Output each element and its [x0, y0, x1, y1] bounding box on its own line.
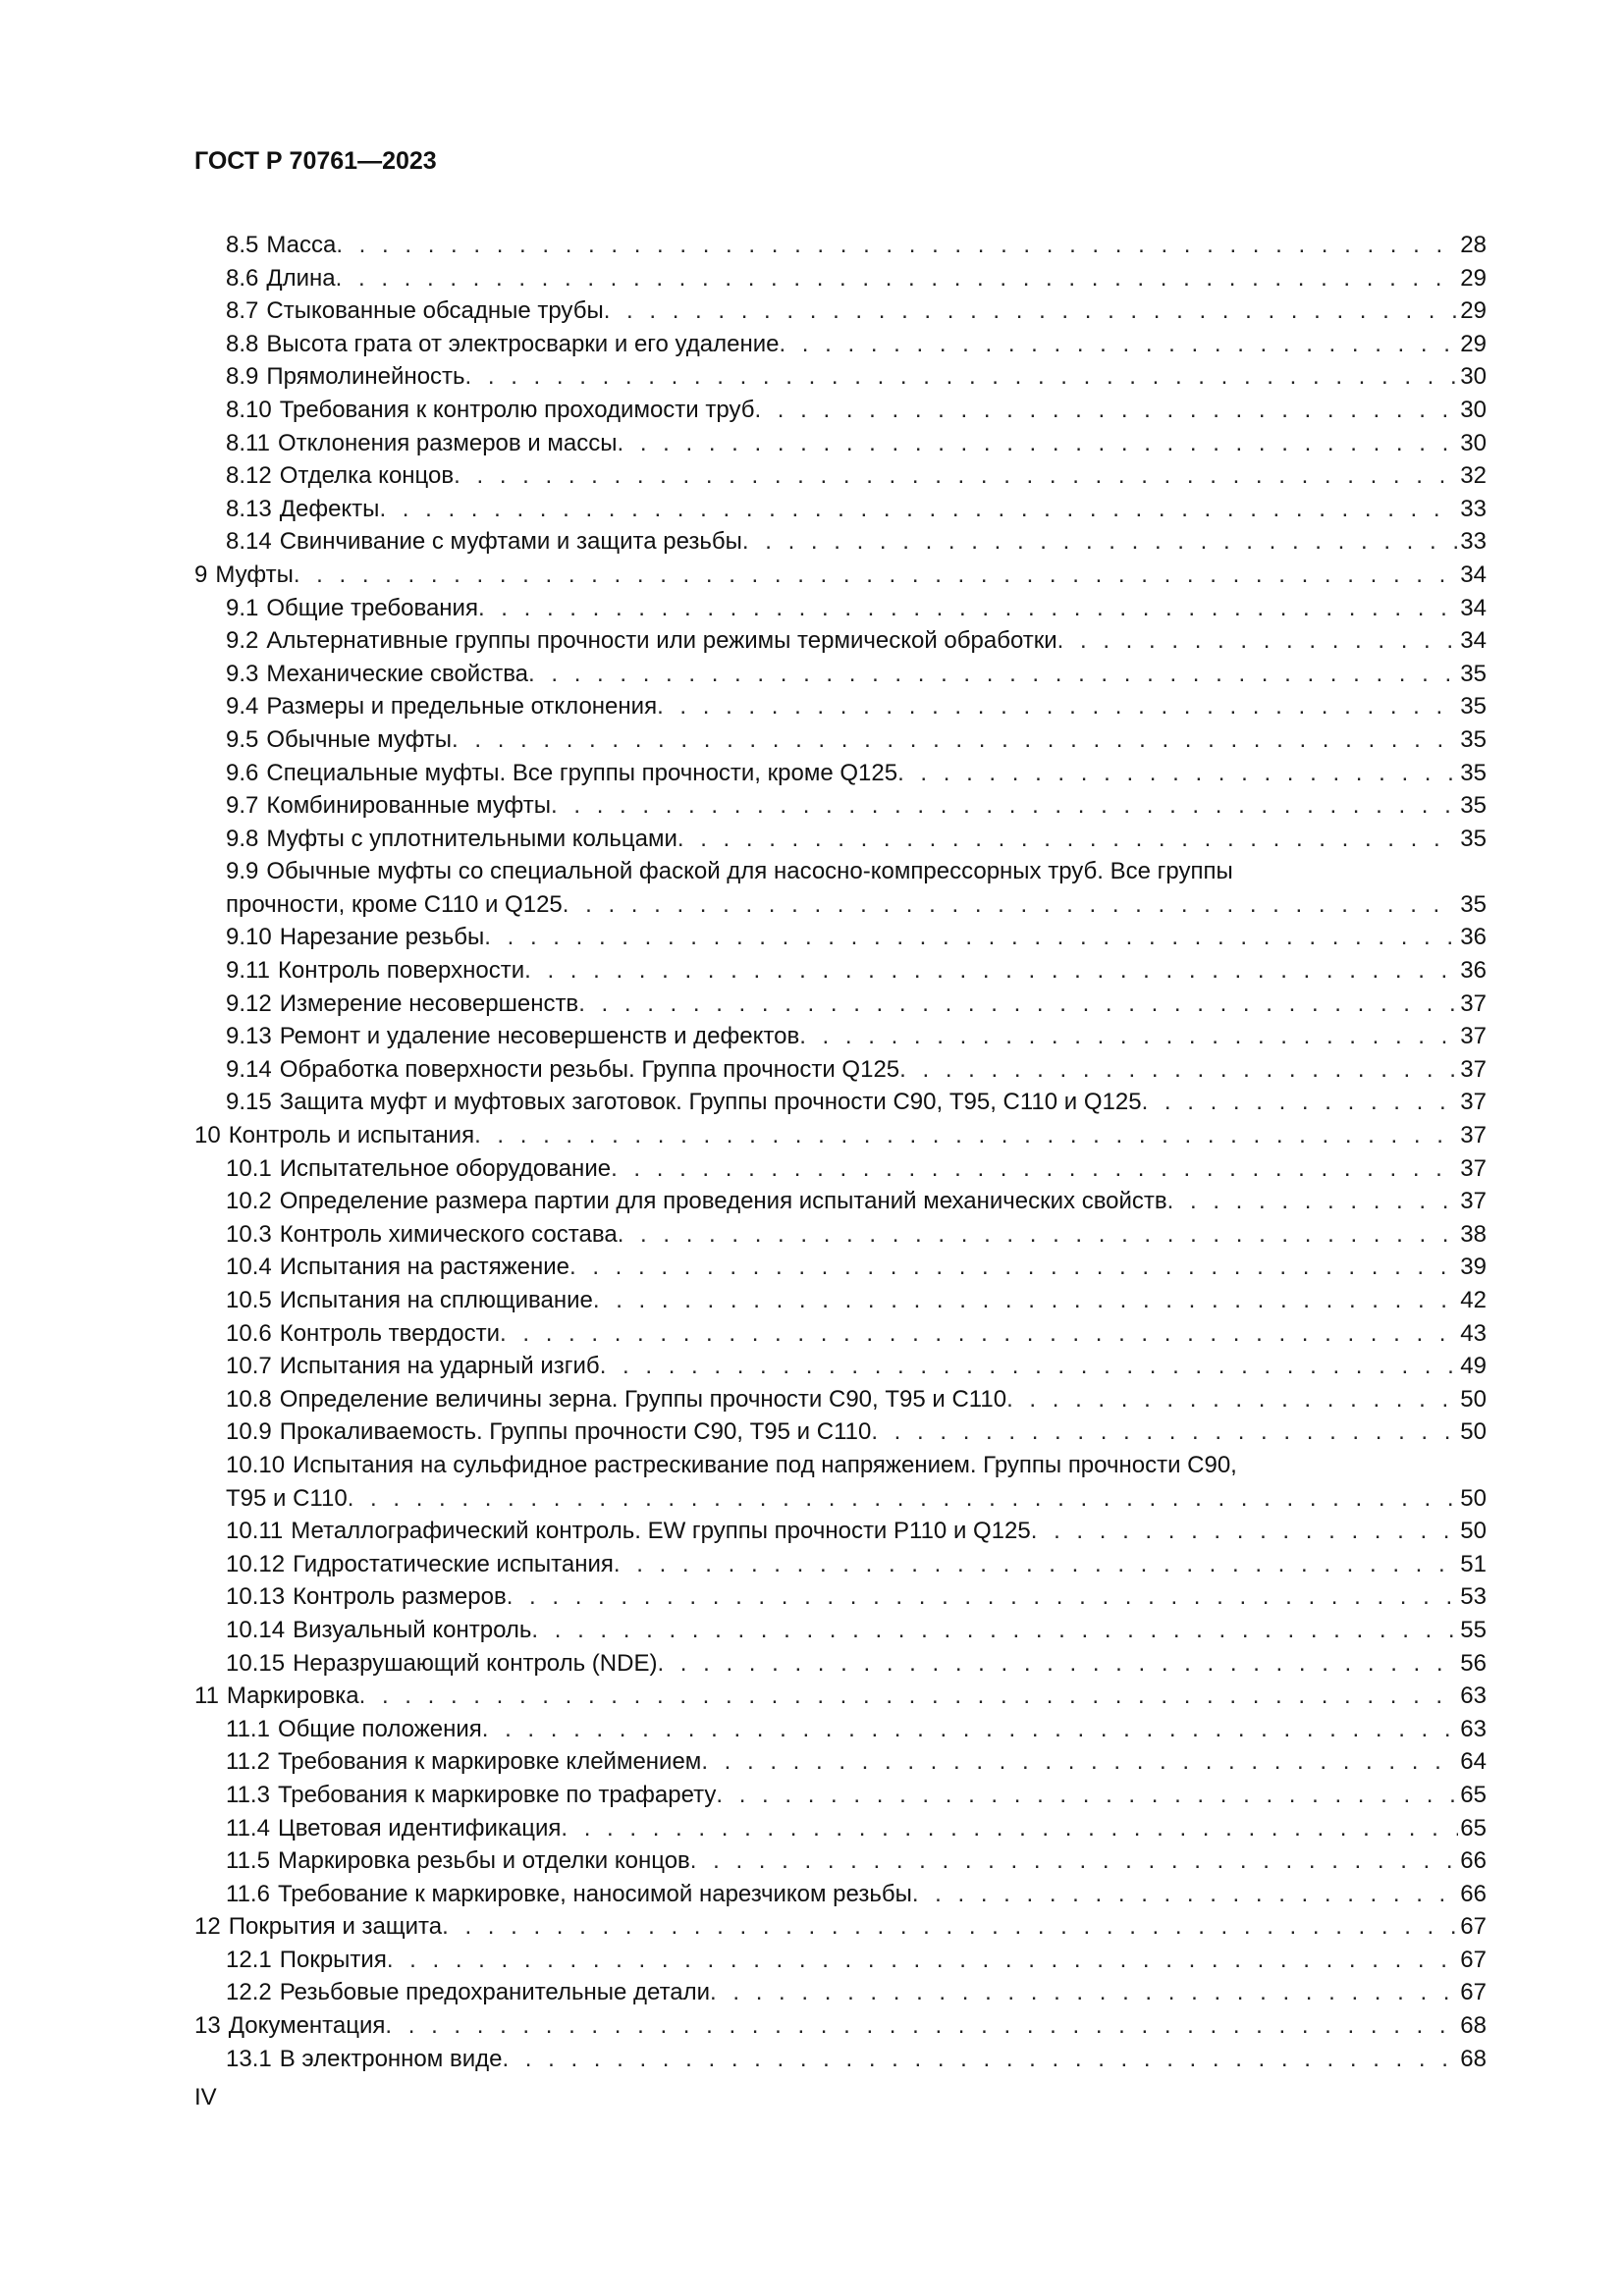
toc-entry-number: 12.1 — [226, 1946, 272, 1973]
toc-entry-number: 11.3 — [226, 1781, 270, 1808]
toc-entry-number: 12 — [194, 1913, 221, 1941]
toc-dot-leader — [604, 294, 1459, 328]
toc-entry-page: 35 — [1460, 693, 1487, 721]
toc-dot-leader — [1167, 1185, 1459, 1218]
toc-entry-page: 34 — [1460, 627, 1487, 655]
toc-entry — [194, 1218, 1487, 1252]
toc-entry-title: Комбинированные муфты — [266, 792, 552, 820]
toc-dot-leader — [710, 1976, 1458, 2009]
toc-entry-page: 37 — [1460, 1188, 1487, 1215]
toc-entry-title: Нарезание резьбы — [279, 924, 485, 951]
toc-entry — [194, 262, 1487, 295]
toc-entry-page: 39 — [1460, 1254, 1487, 1281]
toc-entry-page: 30 — [1460, 429, 1487, 456]
toc-entry-page: 50 — [1460, 1518, 1487, 1545]
toc-entry-page: 66 — [1460, 1847, 1487, 1875]
toc-entry-title: В электронном виде — [279, 2045, 503, 2072]
toc-entry-title: Требования к маркировке клеймением — [277, 1748, 702, 1776]
toc-entry-number: 9.10 — [226, 924, 272, 951]
toc-dot-leader — [478, 592, 1458, 625]
toc-dot-leader — [348, 1482, 1459, 1516]
toc-entry-number: 11.1 — [226, 1715, 270, 1742]
toc-entry-title-continued: прочности, кроме С110 и Q125 — [226, 890, 563, 918]
toc-entry — [194, 789, 1487, 823]
toc-entry-number: 10.8 — [226, 1385, 272, 1413]
toc-dot-leader — [657, 690, 1458, 723]
toc-entry-page: 51 — [1460, 1550, 1487, 1577]
toc-dot-leader — [336, 229, 1458, 262]
toc-entry — [194, 592, 1487, 625]
toc-dot-leader — [779, 328, 1458, 361]
toc-entry-title: Металлографический контроль. EW группы прочности Р110 и Q125 — [291, 1518, 1031, 1545]
toc-entry-page: 53 — [1460, 1583, 1487, 1611]
toc-entry-number: 8.12 — [226, 462, 272, 490]
toc-entry — [194, 1515, 1487, 1548]
toc-dot-leader — [742, 525, 1458, 559]
toc-entry — [194, 1745, 1487, 1779]
toc-entry — [194, 723, 1487, 757]
toc-entry-title: Механические свойства — [266, 660, 529, 687]
toc-entry-number: 9.14 — [226, 1055, 272, 1083]
toc-entry — [194, 1944, 1487, 1977]
toc-entry-title: Определение величины зерна. Группы прочности С90, Т95 и С110 — [279, 1385, 1007, 1413]
toc-entry — [194, 624, 1487, 658]
toc-entry-number: 8.13 — [226, 495, 272, 522]
toc-entry — [194, 690, 1487, 723]
toc-dot-leader — [502, 2043, 1458, 2076]
toc-entry-title: Контроль размеров — [293, 1583, 507, 1611]
toc-entry — [194, 1251, 1487, 1284]
toc-entry-title: Покрытия — [279, 1946, 387, 1973]
page-number: IV — [194, 2084, 217, 2110]
toc-entry-page: 55 — [1460, 1616, 1487, 1643]
toc-dot-leader — [561, 1812, 1458, 1845]
toc-entry-title: Защита муфт и муфтовых заготовок. Группы прочности С90, Т95, С110 и Q125 — [279, 1089, 1142, 1116]
toc-entry-title: Требование к маркировке, наносимой нарезчиком резьбы — [277, 1880, 912, 1907]
toc-entry-number: 9.6 — [226, 759, 259, 786]
toc-entry-page: 28 — [1460, 232, 1487, 258]
toc-entry-title: Масса — [266, 232, 337, 258]
toc-entry — [194, 1878, 1487, 1911]
toc-entry-title: Стыкованные обсадные трубы — [266, 297, 604, 325]
toc-entry — [194, 1548, 1487, 1581]
toc-dot-leader — [569, 1251, 1458, 1284]
toc-dot-leader — [551, 789, 1458, 823]
toc-entry — [194, 525, 1487, 559]
toc-entry-title: Цветовая идентификация — [277, 1814, 562, 1842]
toc-entry-number: 11.2 — [226, 1748, 270, 1776]
toc-entry — [194, 1119, 1487, 1152]
toc-dot-leader — [359, 1680, 1459, 1713]
toc-entry-number: 9.12 — [226, 989, 272, 1017]
toc-entry-number: 10.10 — [226, 1451, 286, 1478]
toc-entry-page: 64 — [1460, 1748, 1487, 1776]
toc-entry-page: 30 — [1460, 396, 1487, 423]
toc-entry-page: 50 — [1460, 1484, 1487, 1512]
toc-entry-title: Длина — [266, 264, 336, 292]
toc-entry-number: 9.2 — [226, 627, 259, 655]
toc-entry-number: 11.6 — [226, 1880, 270, 1907]
toc-entry-page: 33 — [1460, 528, 1487, 556]
toc-entry-number: 10 — [194, 1122, 221, 1149]
toc-entry-title: Испытания на сульфидное растрескивание под напряжением. Группы прочности С90, — [293, 1451, 1237, 1478]
toc-entry-title: Ремонт и удаление несовершенств и дефектов — [279, 1023, 800, 1050]
toc-entry-page: 65 — [1460, 1814, 1487, 1842]
toc-entry-title: Обычные муфты со специальной фаской для насосно-компрессорных труб. Все группы — [266, 858, 1233, 885]
toc-entry-number: 8.7 — [226, 297, 259, 325]
toc-entry-title: Общие положения — [277, 1715, 482, 1742]
toc-entry-title: Контроль химического состава — [279, 1220, 618, 1248]
toc-entry-title: Испытательное оборудование — [279, 1154, 612, 1182]
toc-entry-number: 9.3 — [226, 660, 259, 687]
toc-entry-page: 37 — [1460, 989, 1487, 1017]
toc-entry — [194, 1812, 1487, 1845]
toc-entry — [194, 493, 1487, 526]
toc-entry-title: Требования к маркировке по трафарету — [277, 1781, 717, 1808]
toc-dot-leader — [701, 1745, 1458, 1779]
toc-entry-title: Специальные муфты. Все группы прочности, кроме Q125 — [266, 759, 898, 786]
document-header: ГОСТ Р 70761—2023 — [194, 147, 437, 175]
toc-entry — [194, 328, 1487, 361]
toc-entry — [194, 658, 1487, 691]
toc-entry — [194, 360, 1487, 394]
toc-entry-number: 9.11 — [226, 957, 270, 985]
toc-dot-leader — [442, 1910, 1458, 1944]
toc-entry-number: 9.4 — [226, 693, 259, 721]
toc-entry-title: Неразрушающий контроль (NDE) — [293, 1649, 658, 1677]
toc-entry — [194, 1284, 1487, 1317]
toc-dot-leader — [899, 1053, 1458, 1087]
toc-entry — [194, 1020, 1487, 1053]
toc-entry — [194, 294, 1487, 328]
toc-dot-leader — [618, 1218, 1459, 1252]
toc-entry — [194, 427, 1487, 460]
toc-entry-number: 10.15 — [226, 1649, 286, 1677]
toc-entry-page: 35 — [1460, 890, 1487, 918]
toc-entry-page: 67 — [1460, 1979, 1487, 2006]
toc-entry-title: Контроль твердости — [279, 1319, 501, 1347]
toc-entry-title: Свинчивание с муфтами и защита резьбы — [279, 528, 742, 556]
toc-entry — [194, 1350, 1487, 1383]
toc-dot-leader — [524, 954, 1458, 988]
toc-entry-title: Альтернативные группы прочности или режимы термической обработки — [266, 627, 1057, 655]
toc-entry-page: 37 — [1460, 1055, 1487, 1083]
toc-dot-leader — [716, 1779, 1458, 1812]
toc-entry — [194, 1680, 1487, 1713]
toc-entry-title: Высота грата от электросварки и его удаление — [266, 330, 780, 357]
toc-entry — [194, 1152, 1487, 1186]
toc-entry-page: 37 — [1460, 1154, 1487, 1182]
toc-entry-number: 10.7 — [226, 1353, 272, 1380]
toc-entry-page: 29 — [1460, 264, 1487, 292]
toc-entry-number: 8.14 — [226, 528, 272, 556]
toc-dot-leader — [657, 1647, 1458, 1681]
toc-entry-page: 29 — [1460, 297, 1487, 325]
toc-entry-continuation — [194, 1482, 1487, 1516]
toc-entry-title: Обычные муфты — [266, 725, 453, 753]
toc-entry — [194, 1614, 1487, 1647]
toc-dot-leader — [465, 360, 1459, 394]
toc-entry-number: 10.1 — [226, 1154, 272, 1182]
toc-dot-leader — [871, 1415, 1458, 1449]
toc-entry-title: Прямолинейность — [266, 363, 465, 391]
toc-entry-title: Испытания на сплющивание — [279, 1287, 593, 1313]
toc-entry-page: 63 — [1460, 1682, 1487, 1710]
toc-entry-title: Муфты — [215, 561, 294, 588]
toc-entry-title: Контроль и испытания — [228, 1122, 475, 1149]
toc-entry — [194, 394, 1487, 427]
toc-entry-title: Испытания на ударный изгиб — [279, 1353, 600, 1380]
toc-entry-page: 50 — [1460, 1385, 1487, 1413]
toc-entry-number: 10.3 — [226, 1220, 272, 1248]
toc-dot-leader — [799, 1020, 1458, 1053]
toc-dot-leader — [482, 1713, 1459, 1746]
toc-dot-leader — [454, 459, 1458, 493]
toc-dot-leader — [336, 262, 1459, 295]
toc-dot-leader — [1057, 624, 1459, 658]
toc-dot-leader — [1006, 1383, 1458, 1416]
toc-entry-title: Обработка поверхности резьбы. Группа прочности Q125 — [279, 1055, 900, 1083]
toc-entry — [194, 757, 1487, 790]
toc-entry — [194, 1383, 1487, 1416]
toc-dot-leader — [507, 1580, 1459, 1614]
toc-entry-title: Покрытия и защита — [228, 1913, 443, 1941]
toc-entry-title: Дефекты — [279, 495, 380, 522]
toc-entry-number: 9.13 — [226, 1023, 272, 1050]
toc-dot-leader — [617, 427, 1458, 460]
toc-dot-leader — [531, 1614, 1458, 1647]
toc-entry-number: 8.9 — [226, 363, 259, 391]
toc-entry — [194, 1910, 1487, 1944]
toc-entry-page: 30 — [1460, 363, 1487, 391]
toc-entry-title-continued: Т95 и С110 — [226, 1484, 348, 1512]
toc-entry — [194, 1647, 1487, 1681]
toc-entry-title: Муфты с уплотнительными кольцами — [266, 825, 677, 852]
toc-entry — [194, 921, 1487, 954]
toc-dot-leader — [452, 723, 1458, 757]
toc-entry-number: 11.4 — [226, 1814, 270, 1842]
toc-entry-number: 9.1 — [226, 594, 259, 621]
toc-dot-leader — [379, 493, 1458, 526]
toc-entry — [194, 954, 1487, 988]
toc-entry-number: 10.9 — [226, 1418, 272, 1446]
toc-entry-title: Гидростатические испытания — [293, 1550, 614, 1577]
toc-entry-title: Документация — [228, 2012, 386, 2040]
toc-dot-leader — [690, 1844, 1459, 1878]
toc-entry — [194, 1449, 1487, 1482]
toc-entry-title: Измерение несовершенств — [279, 989, 579, 1017]
toc-entry-page: 50 — [1460, 1418, 1487, 1446]
toc-entry — [194, 459, 1487, 493]
toc-dot-leader — [611, 1152, 1458, 1186]
toc-entry-number: 8.10 — [226, 396, 272, 423]
toc-entry — [194, 229, 1487, 262]
toc-entry — [194, 1185, 1487, 1218]
toc-entry-title: Размеры и предельные отклонения — [266, 693, 658, 721]
toc-entry-page: 49 — [1460, 1353, 1487, 1380]
toc-entry-page: 38 — [1460, 1220, 1487, 1248]
toc-entry-page: 32 — [1460, 462, 1487, 490]
toc-dot-leader — [385, 2009, 1458, 2043]
toc-entry-page: 67 — [1460, 1946, 1487, 1973]
toc-entry-number: 8.11 — [226, 429, 270, 456]
toc-entry-number: 9.9 — [226, 858, 259, 885]
toc-entry-title: Определение размера партии для проведения испытаний механических свойств — [279, 1188, 1167, 1215]
toc-entry-title: Отделка концов — [279, 462, 455, 490]
toc-dot-leader — [912, 1878, 1458, 1911]
toc-entry-number: 10.6 — [226, 1319, 272, 1347]
toc-entry-number: 9.7 — [226, 792, 259, 820]
toc-entry-page: 33 — [1460, 495, 1487, 522]
toc-entry-page: 34 — [1460, 594, 1487, 621]
toc-entry-number: 10.12 — [226, 1550, 286, 1577]
toc-entry-title: Контроль поверхности — [277, 957, 525, 985]
toc-entry-page: 29 — [1460, 330, 1487, 357]
toc-dot-leader — [677, 823, 1458, 856]
toc-entry — [194, 855, 1487, 888]
toc-entry-number: 9 — [194, 561, 208, 588]
toc-dot-leader — [600, 1350, 1459, 1383]
toc-entry-number: 8.6 — [226, 264, 259, 292]
toc-entry-title: Прокаливаемость. Группы прочности С90, Т95 и С110 — [279, 1418, 872, 1446]
toc-dot-leader — [1031, 1515, 1459, 1548]
toc-entry-page: 35 — [1460, 825, 1487, 852]
toc-entry — [194, 1086, 1487, 1119]
toc-entry — [194, 1317, 1487, 1351]
toc-entry-continuation — [194, 888, 1487, 922]
toc-entry-title: Отклонения размеров и массы — [277, 429, 618, 456]
toc-entry-number: 13.1 — [226, 2045, 272, 2072]
toc-entry — [194, 823, 1487, 856]
toc-entry-number: 11.5 — [226, 1847, 270, 1875]
toc-entry — [194, 1779, 1487, 1812]
toc-entry — [194, 1713, 1487, 1746]
toc-dot-leader — [754, 394, 1458, 427]
toc-entry-page: 63 — [1460, 1715, 1487, 1742]
toc-entry-page: 67 — [1460, 1913, 1487, 1941]
toc-entry-number: 8.8 — [226, 330, 259, 357]
toc-entry — [194, 1976, 1487, 2009]
toc-entry-title: Маркировка резьбы и отделки концов — [277, 1847, 690, 1875]
toc-dot-leader — [484, 921, 1458, 954]
toc-entry-number: 10.11 — [226, 1518, 284, 1545]
toc-entry — [194, 1053, 1487, 1087]
toc-entry-page: 66 — [1460, 1880, 1487, 1907]
toc-entry-page: 68 — [1460, 2045, 1487, 2072]
toc-entry — [194, 2043, 1487, 2076]
toc-entry-number: 12.2 — [226, 1979, 272, 2006]
toc-entry-number: 9.15 — [226, 1089, 272, 1116]
toc-dot-leader — [474, 1119, 1458, 1152]
toc-entry-number: 10.14 — [226, 1616, 286, 1643]
toc-dot-leader — [563, 888, 1459, 922]
toc-dot-leader — [614, 1548, 1458, 1581]
toc-entry-title: Испытания на растяжение — [279, 1254, 569, 1281]
toc-entry-page: 35 — [1460, 725, 1487, 753]
toc-dot-leader — [593, 1284, 1458, 1317]
toc-entry-title: Общие требования — [266, 594, 478, 621]
toc-entry-number: 11 — [194, 1682, 219, 1710]
toc-entry-page: 68 — [1460, 2012, 1487, 2040]
toc-entry-title: Визуальный контроль — [293, 1616, 532, 1643]
toc-entry-page: 36 — [1460, 924, 1487, 951]
toc-entry — [194, 1415, 1487, 1449]
table-of-contents — [194, 229, 1487, 2075]
toc-entry-number: 13 — [194, 2012, 221, 2040]
toc-entry — [194, 1844, 1487, 1878]
toc-entry — [194, 1580, 1487, 1614]
toc-entry-page: 42 — [1460, 1287, 1487, 1313]
toc-entry-page: 35 — [1460, 792, 1487, 820]
toc-dot-leader — [897, 757, 1458, 790]
toc-entry-page: 37 — [1460, 1023, 1487, 1050]
toc-dot-leader — [1142, 1086, 1459, 1119]
toc-dot-leader — [528, 658, 1458, 691]
toc-entry-page: 35 — [1460, 660, 1487, 687]
toc-entry — [194, 2009, 1487, 2043]
toc-entry-number: 10.13 — [226, 1583, 286, 1611]
toc-dot-leader — [294, 559, 1458, 592]
toc-entry-page: 35 — [1460, 759, 1487, 786]
toc-entry-page: 34 — [1460, 561, 1487, 588]
toc-entry-number: 9.5 — [226, 725, 259, 753]
toc-entry-page: 36 — [1460, 957, 1487, 985]
toc-entry-number: 10.5 — [226, 1287, 272, 1313]
toc-entry-number: 8.5 — [226, 232, 259, 258]
toc-entry — [194, 559, 1487, 592]
toc-entry-page: 43 — [1460, 1319, 1487, 1347]
toc-entry-page: 37 — [1460, 1089, 1487, 1116]
toc-entry-title: Резьбовые предохранительные детали — [279, 1979, 711, 2006]
toc-entry — [194, 988, 1487, 1021]
toc-entry-page: 56 — [1460, 1649, 1487, 1677]
toc-entry-page: 65 — [1460, 1781, 1487, 1808]
toc-dot-leader — [578, 988, 1458, 1021]
toc-entry-number: 10.4 — [226, 1254, 272, 1281]
toc-entry-title: Маркировка — [226, 1682, 359, 1710]
toc-entry-number: 10.2 — [226, 1188, 272, 1215]
toc-entry-number: 9.8 — [226, 825, 259, 852]
toc-dot-leader — [500, 1317, 1458, 1351]
toc-entry-title: Требования к контролю проходимости труб — [279, 396, 755, 423]
toc-dot-leader — [387, 1944, 1458, 1977]
toc-entry-page: 37 — [1460, 1122, 1487, 1149]
